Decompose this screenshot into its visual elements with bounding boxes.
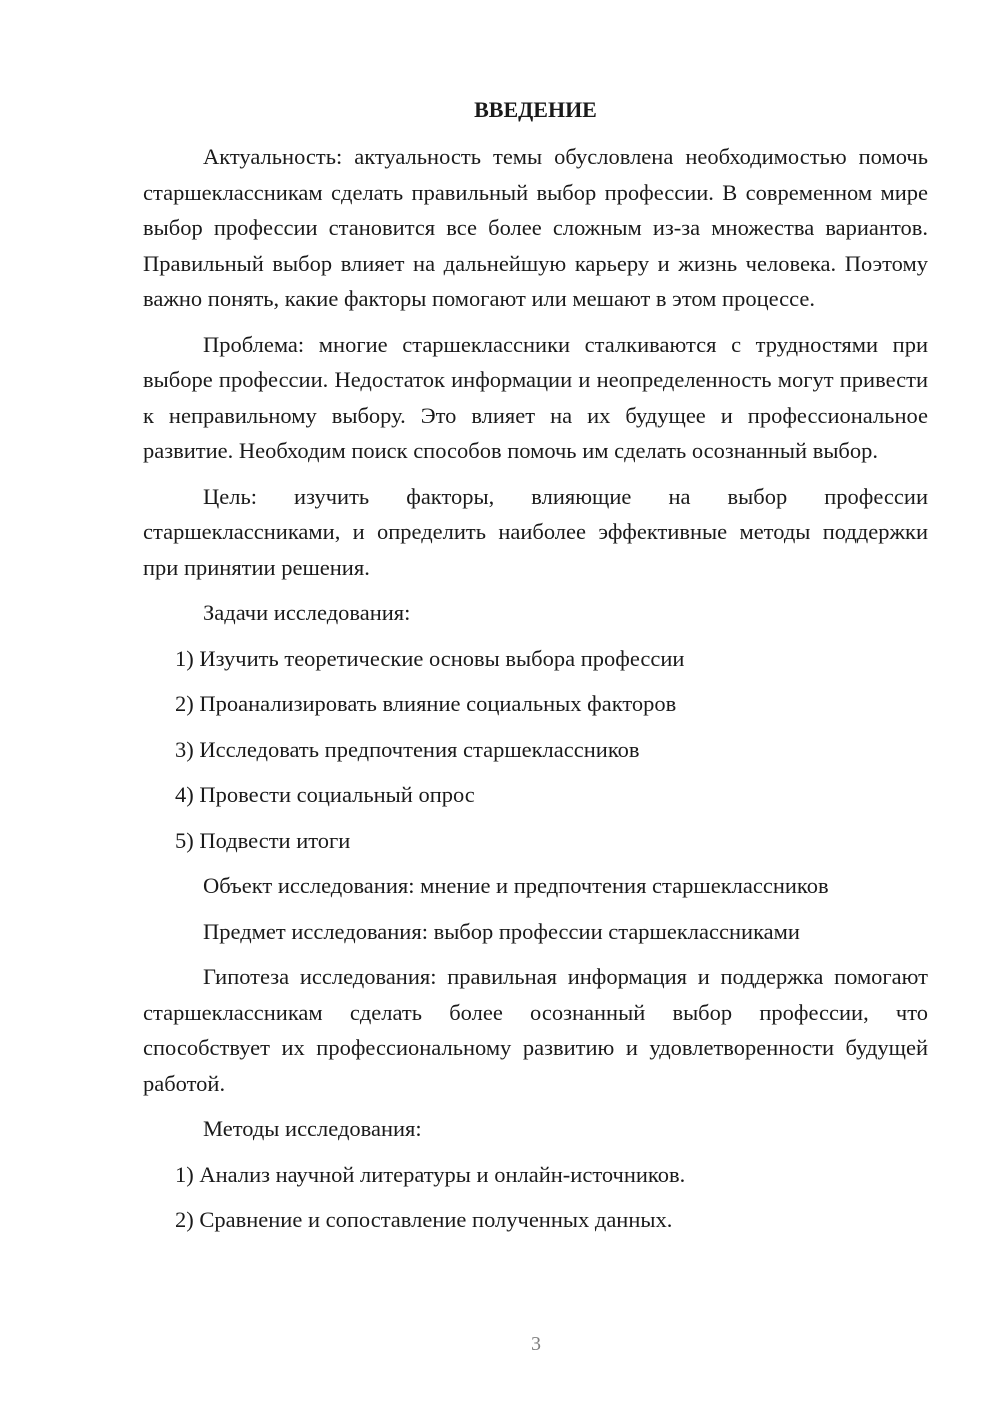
task-item-4: 4) Провести социальный опрос — [175, 782, 475, 807]
paragraph-relevance: Актуальность: актуальность темы обусловлена необходимостью помочь старшеклассникам сделать правильный выбор профессии. В современном мире выбор профессии становится все более сложным из-за множества вариантов. Правильный выбор влияет на дальнейшую карьеру и жизнь человека. Поэтому важно понять, какие факторы помогают или мешают в этом процессе. — [143, 144, 928, 311]
paragraph-problem: Проблема: многие старшеклассники сталкиваются с трудностями при выборе профессии. Недостаток информации и неопределенность могут привести к неправильному выбору. Это влияет на их будущее и профессиональное развитие. Необходим поиск способов помочь им сделать осознанный выбор. — [143, 331, 928, 463]
task-item-2: 2) Проанализировать влияние социальных факторов — [175, 691, 677, 716]
document-title: ВВЕДЕНИЕ — [474, 97, 597, 122]
research-subject: Предмет исследования: выбор профессии старшеклассниками — [203, 918, 800, 944]
paragraph-goal: Цель: изучить факторы, влияющие на выбор профессии старшеклассниками, и определить наиболее эффективные методы поддержки при принятии решения. — [143, 483, 928, 580]
task-item-1: 1) Изучить теоретические основы выбора профессии — [175, 645, 685, 671]
methods-heading: Методы исследования: — [203, 1116, 422, 1141]
research-object: Объект исследования: мнение и предпочтения старшеклассников — [203, 873, 829, 898]
page-number: 3 — [531, 1333, 541, 1355]
paragraph-hypothesis: Гипотеза исследования: правильная информация и поддержка помогают старшеклассникам сделать более осознанный выбор профессии, что способствует их профессиональному развитию и удовлетворенности будущей работой. — [143, 964, 928, 1096]
page-content — [143, 93, 928, 1248]
task-item-5: 5) Подвести итоги — [175, 827, 351, 853]
tasks-heading: Задачи исследования: — [203, 600, 411, 625]
task-item-3: 3) Исследовать предпочтения старшеклассников — [175, 736, 640, 762]
method-item-2: 2) Сравнение и сопоставление полученных данных. — [175, 1207, 673, 1232]
method-item-1: 1) Анализ научной литературы и онлайн-источников. — [175, 1161, 686, 1187]
